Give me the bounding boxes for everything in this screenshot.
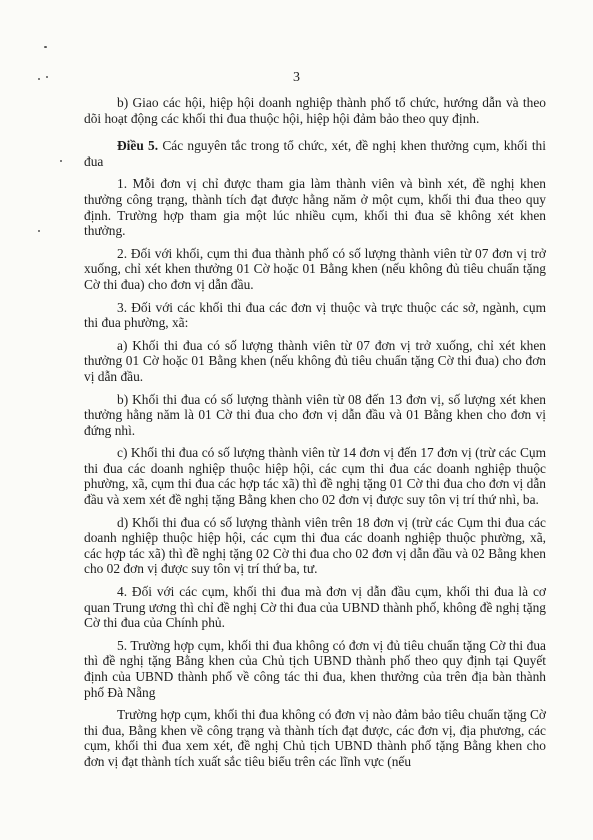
page-number: 3 xyxy=(293,70,300,85)
clause-1: 1. Mỗi đơn vị chỉ được tham gia làm thành viên và bình xét, đề nghị khen thưởng công trạng, thành tích đạt được hằng năm ở một cụm, khối thi đua theo quy định. Trường hợp tham gia một lúc nhiều cụm, khối thi đua sẽ không xét khen thưởng. xyxy=(84,176,546,239)
article-5-heading xyxy=(84,138,546,169)
clause-2: 2. Đối với khối, cụm thi đua thành phố có số lượng thành viên từ 07 đơn vị trở xuống, chỉ xét khen thưởng 01 Cờ hoặc 01 Bằng khen (nếu không đủ tiêu chuẩn tặng Cờ thi đua) cho đơn vị dẫn đầu. xyxy=(84,245,546,292)
article-title: Các nguyên tắc trong tổ chức, xét, đề nghị khen thưởng cụm, khối thi đua xyxy=(84,138,546,169)
clause-3: 3. Đối với các khối thi đua các đơn vị thuộc và trực thuộc các sở, ngành, cụm thi đua phường, xã: xyxy=(84,299,546,331)
clause-3c: c) Khối thi đua có số lượng thành viên từ 14 đơn vị đến 17 đơn vị (trừ các Cụm thi đua các doanh nghiệp thuộc hiệp hội, các cụm thi đua các doanh nghiệp thuộc phường, xã, cụm thi đua các hợp tác xã) thì đề nghị tặng 01 Cờ thi đua cho đơn vị dẫn đầu và xem xét đề nghị tặng Bằng khen cho 02 đơn vị được suy tôn vị trí thứ nhì, ba. xyxy=(84,445,546,508)
scan-speck xyxy=(44,46,47,48)
article-label: Điều 5. xyxy=(117,138,159,154)
clause-3b: b) Khối thi đua có số lượng thành viên từ 08 đến 13 đơn vị, số lượng xét khen thưởng hằng năm là 01 Cờ thi đua cho đơn vị dẫn đầu và 01 Bằng khen cho đơn vị đứng nhì. xyxy=(84,391,546,438)
scan-speck xyxy=(38,230,40,232)
document-body xyxy=(84,95,546,777)
scan-speck xyxy=(60,160,62,162)
clause-5-continued: Trường hợp cụm, khối thi đua không có đơn vị nào đảm bảo tiêu chuẩn tặng Cờ thi đua, Bằng khen về công trạng và thành tích đạt được, các đơn vị, địa phương, các cụm, khối thi đua xem xét, đề nghị Chủ tịch UBND thành phố tặng Bằng khen cho đơn vị đạt thành tích xuất sắc tiêu biểu trên các lĩnh vực (nếu xyxy=(84,707,546,769)
clause-5: 5. Trường hợp cụm, khối thi đua không có đơn vị đủ tiêu chuẩn tặng Cờ thi đua thì đề nghị tặng Bằng khen của Chủ tịch UBND thành phố theo quy định tại Quyết định của UBND thành phố về công tác thi đua, khen thưởng của trên địa bàn thành phố Đà Nẵng xyxy=(84,637,546,700)
clause-3d: d) Khối thi đua có số lượng thành viên trên 18 đơn vị (trừ các Cụm thi đua các doanh nghiệp thuộc hiệp hội, các cụm thi đua các doanh nghiệp thuộc phường, xã, các hợp tác xã) thì đề nghị tặng 02 Cờ thi đua cho 02 đơn vị dẫn đầu và 02 Bằng khen cho 02 đơn vị được suy tôn vị trí thứ ba, tư. xyxy=(84,514,546,577)
clause-3a: a) Khối thi đua có số lượng thành viên từ 07 đơn vị trở xuống, chỉ xét khen thưởng 01 Cờ hoặc 01 Bằng khen (nếu không đủ tiêu chuẩn tặng Cờ thi đua) cho đơn vị dẫn đầu. xyxy=(84,337,546,384)
paragraph-b-assign: b) Giao các hội, hiệp hội doanh nghiệp thành phố tổ chức, hướng dẫn và theo dõi hoạt động các khối thi đua thuộc hội, hiệp hội đảm bảo theo quy định. xyxy=(84,95,546,126)
clause-4: 4. Đối với các cụm, khối thi đua mà đơn vị dẫn đầu cụm, khối thi đua là cơ quan Trung ương thì chỉ đề nghị Cờ thi đua của UBND thành phố, không đề nghị tặng Cờ thi đua của Chính phủ. xyxy=(84,584,546,631)
